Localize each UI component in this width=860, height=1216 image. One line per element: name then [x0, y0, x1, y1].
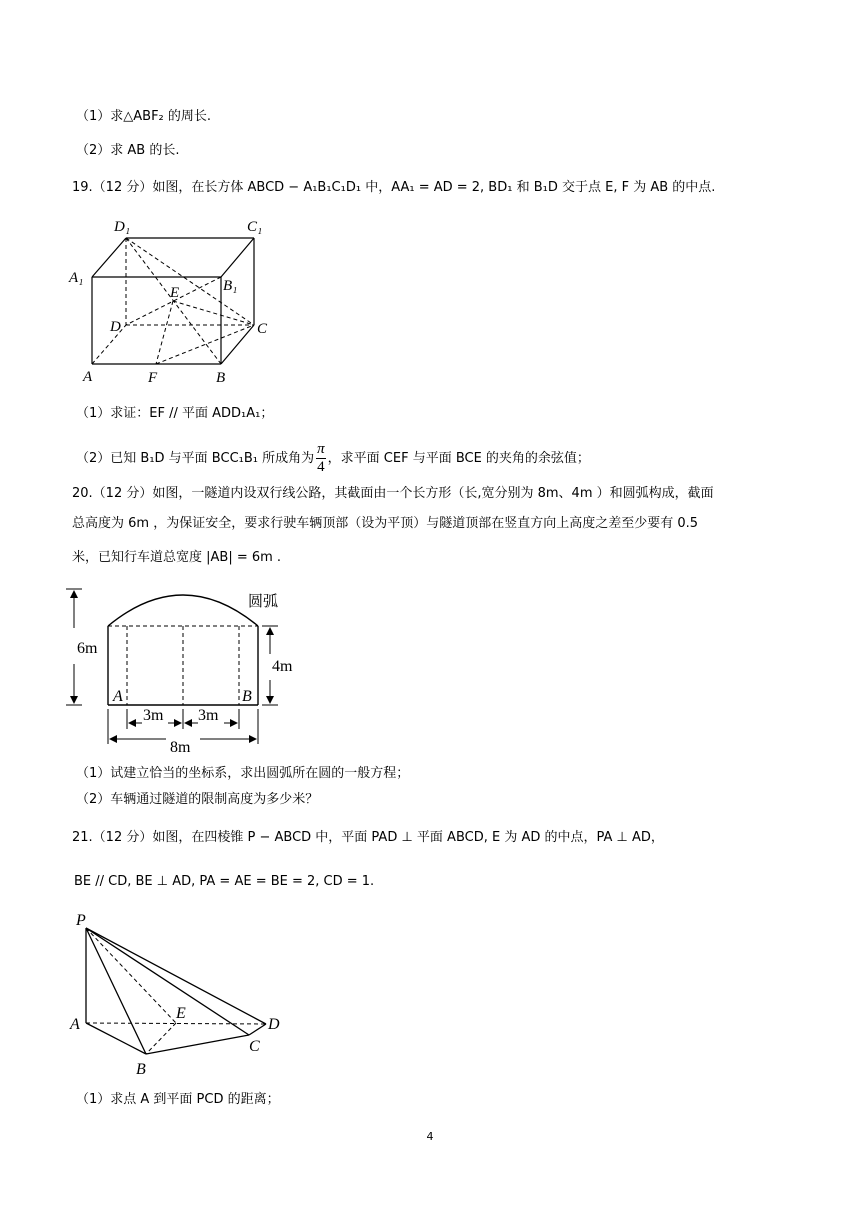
q19-label-E: E [170, 285, 180, 301]
q19-fraction-den: 4 [317, 459, 325, 475]
q19-stem: 如图，在长方体 ABCD − A₁B₁C₁D₁ 中，AA₁ = AD = 2, BD₁ 和 B₁D 交于点 E, F 为 AB 的中点. [152, 180, 716, 195]
q19-part1: （1）求证：EF // 平面 ADD₁A₁； [76, 406, 274, 421]
q21-line1-text: 如图，在四棱锥 P − ABCD 中，平面 PAD ⊥ 平面 ABCD, E 为 AD 的中点，PA ⊥ AD， [152, 830, 664, 845]
q21-part1: （1）求点 A 到平面 PCD 的距离； [76, 1092, 280, 1107]
q20-label-A: A [113, 688, 123, 705]
q20-total-height: 6m [77, 640, 98, 657]
q20-line3: 米，已知行车道总宽度 |AB| = 6m . [72, 550, 282, 565]
q21-label-E: E [176, 1005, 186, 1022]
q21-line2: BE // CD, BE ⊥ AD, PA = AE = BE = 2, CD = 1. [74, 874, 375, 889]
q19-label-C: C [257, 321, 268, 337]
q21-label-A: A [70, 1016, 80, 1033]
q20-line1 [72, 484, 714, 504]
q20-line1-text: 如图，一隧道内设双行线公路，其截面由一个长方形（长,宽分别为 8m、4m ）和圆弧构成，截面 [152, 486, 714, 501]
q21-label-D: D [268, 1016, 280, 1033]
q19-label-B: B [216, 370, 226, 386]
q19-stem-line [72, 178, 715, 198]
q19-part2 [76, 440, 590, 478]
q19-part2-post: ，求平面 CEF 与平面 BCE 的夹角的余弦值； [327, 451, 590, 466]
q21-line1 [72, 828, 664, 848]
q20-label-B: B [242, 688, 252, 705]
q19-label-D: D [110, 319, 121, 335]
q20-line2: 总高度为 6m ，为保证安全，要求行驶车辆顶部（设为平顶）与隧道顶部在竖直方向上高度之差至少要有 0.5 [72, 516, 699, 531]
q19-label-A1: A₁ [69, 270, 84, 286]
q21-label-P: P [76, 912, 86, 929]
q19-label-D1: D₁ [114, 219, 131, 235]
q20-part1: （1）试建立恰当的坐标系，求出圆弧所在圆的一般方程； [76, 766, 410, 781]
q20-part2: （2）车辆通过隧道的限制高度为多少米？ [76, 792, 319, 807]
q21-label-B: B [136, 1061, 146, 1078]
q20-tunnel-figure [66, 584, 306, 754]
q19-label-C1: C₁ [247, 219, 263, 235]
q20-right-width: 3m [198, 707, 219, 724]
q19-part2-pre: （2）已知 B₁D 与平面 BCC₁B₁ 所成角为 [76, 451, 315, 466]
q18-part2: （2）求 AB 的长. [76, 143, 180, 158]
q20-arc-label: 圆弧 [248, 594, 279, 610]
q20-total-width: 8m [170, 739, 191, 754]
q21-label-C: C [249, 1038, 260, 1055]
q19-label-A: A [83, 369, 93, 385]
q20-left-width: 3m [143, 707, 164, 724]
q19-fraction-num: π [317, 441, 325, 457]
q18-part1: （1）求△ABF₂ 的周长. [76, 109, 212, 124]
page-number: 4 [426, 1130, 434, 1143]
q19-number: 19.（12 分） [72, 180, 153, 195]
q19-label-F: F [148, 370, 158, 386]
q20-rect-height: 4m [272, 658, 293, 675]
q21-number: 21.（12 分） [72, 830, 153, 845]
q19-cuboid-figure [66, 214, 286, 390]
q21-pyramid-figure [66, 908, 292, 1080]
q19-fraction [316, 441, 326, 476]
q20-number: 20.（12 分） [72, 486, 153, 501]
q19-label-B1: B₁ [223, 278, 238, 294]
